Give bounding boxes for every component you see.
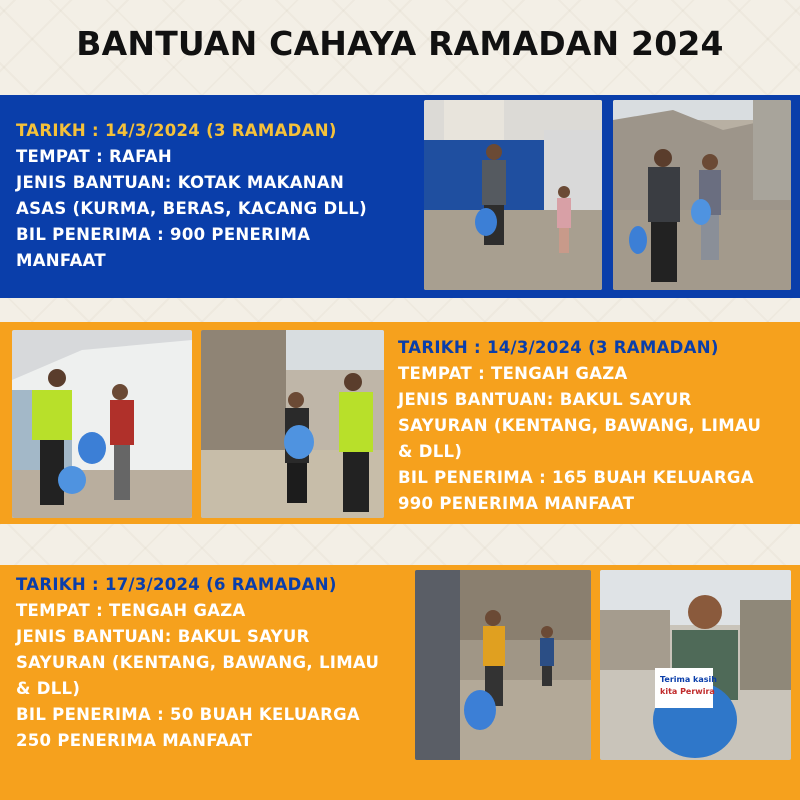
section-place: TEMPAT : RAFAH [16, 147, 172, 166]
photo-aid-distribution-rafah-1 [424, 100, 602, 290]
photo-aid-distribution-gaza-2 [201, 330, 384, 518]
section-place: TEMPAT : TENGAH GAZA [398, 364, 628, 383]
section-recipients: BIL PENERIMA : 165 BUAH KELUARGA [398, 468, 754, 487]
section-recipients-cont: MANFAAT [16, 251, 106, 270]
section-date: TARIKH : 14/3/2024 (3 RAMADAN) [16, 121, 337, 140]
photo-aid-distribution-rafah-2 [613, 100, 791, 290]
section-recipients: BIL PENERIMA : 900 PENERIMA [16, 225, 311, 244]
photo-aid-distribution-gaza-1 [12, 330, 192, 518]
section-recipients-cont: 250 PENERIMA MANFAAT [16, 731, 253, 750]
section-recipients: BIL PENERIMA : 50 BUAH KELUARGA [16, 705, 360, 724]
poster-title: BANTUAN CAHAYA RAMADAN 2024 [76, 24, 724, 63]
section-aid-type: JENIS BANTUAN: BAKUL SAYUR [398, 390, 692, 409]
section-info-3 [16, 572, 411, 754]
sign-text-line1: Terima kasih [660, 675, 717, 684]
section-place: TEMPAT : TENGAH GAZA [16, 601, 246, 620]
section-aid-type-cont: SAYURAN (KENTANG, BAWANG, LIMAU [16, 653, 380, 672]
section-aid-type-cont: & DLL) [398, 442, 463, 461]
section-date: TARIKH : 17/3/2024 (6 RAMADAN) [16, 575, 337, 594]
photo-aid-distribution-gaza-3 [415, 570, 591, 760]
photo-aid-distribution-gaza-4 [600, 570, 791, 760]
section-aid-type-cont: & DLL) [16, 679, 81, 698]
section-aid-type: JENIS BANTUAN: KOTAK MAKANAN [16, 173, 345, 192]
section-info-1 [16, 118, 416, 274]
section-aid-type-cont: ASAS (KURMA, BERAS, KACANG DLL) [16, 199, 368, 218]
section-recipients-cont: 990 PENERIMA MANFAAT [398, 494, 635, 513]
section-aid-type: JENIS BANTUAN: BAKUL SAYUR [16, 627, 310, 646]
section-aid-type-cont: SAYURAN (KENTANG, BAWANG, LIMAU [398, 416, 762, 435]
section-date: TARIKH : 14/3/2024 (3 RAMADAN) [398, 338, 719, 357]
sign-text-line2: kita Perwira [660, 687, 715, 696]
section-info-2 [398, 335, 798, 517]
